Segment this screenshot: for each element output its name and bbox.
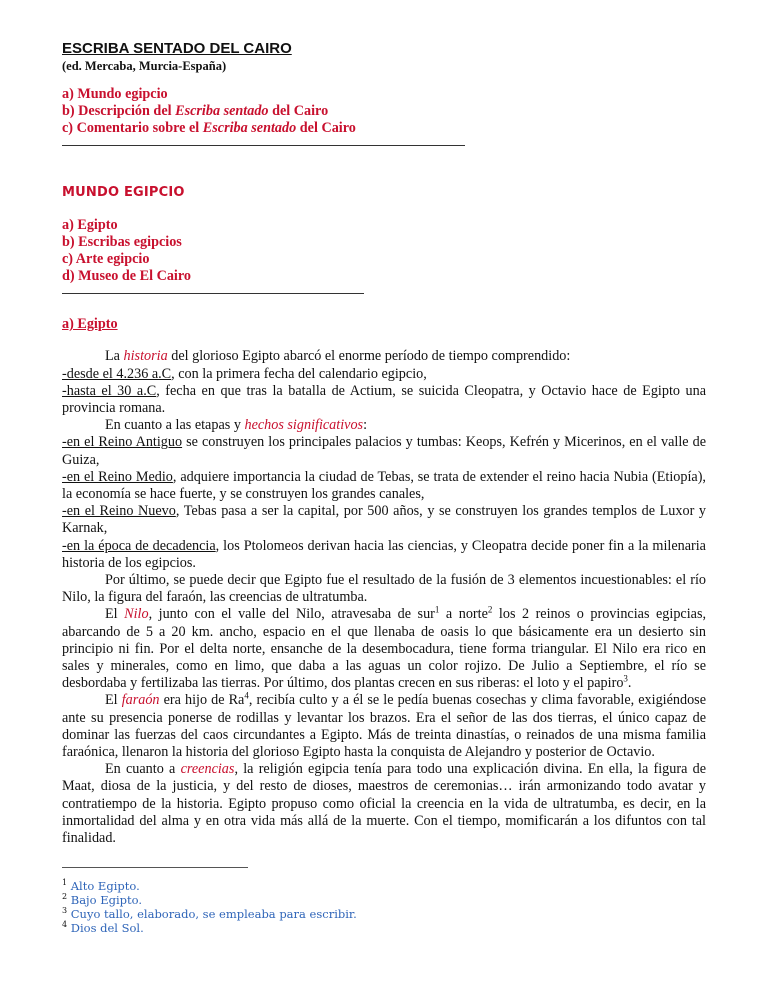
body-text	[62, 348, 706, 847]
section-item: a) Egipto	[62, 217, 118, 234]
paragraph: El faraón era hijo de Ra$^4$, recibía culto y a él se le pedía buenas cosechas y clima favorable, exigiéndose ante su presencia ponerse de rodillas y levantar los brazos. Era el señor de las dos tierras, el único capaz de dominar las fuerzas del caos circundantes a Egipto. Más de treinta dinastías, o reinados de una misma familia faraónica, llenaron la historia del glorioso Egipto hasta la conquista de Alejandro y posterior de Octavio.	[62, 690, 707, 761]
toc-c-text: c) Comentario sobre el	[62, 120, 203, 136]
section-heading: MUNDO EGIPCIO	[62, 185, 185, 200]
list-line: -en el Reino Nuevo, Tebas pasa a ser la capital, por 500 años, y se construyen los grandes templos de Luxor y Karnak,	[62, 503, 706, 537]
footnote: $^1$ Alto Egipto.	[62, 878, 140, 893]
footnote: $^2$ Bajo Egipto.	[62, 892, 142, 907]
footnote: $^4$ Dios del Sol.	[62, 920, 144, 935]
footnote-ref: 3	[623, 673, 628, 684]
section-item: b) Escribas egipcios	[62, 234, 182, 251]
toc-c-italic: Escriba sentado	[202, 120, 297, 136]
footnote-ref: 2	[487, 604, 493, 615]
toc-item-b	[62, 103, 706, 120]
toc-b-italic: Escriba sentado	[175, 103, 269, 119]
divider-line	[62, 145, 465, 146]
footnote-separator	[62, 867, 248, 868]
toc-item-a: a) Mundo egipcio	[62, 86, 168, 102]
paragraph: En cuanto a las etapas y hechos significativos:	[105, 417, 368, 434]
paragraph: Por último, se puede decir que Egipto fue el resultado de la fusión de 3 elementos incuestionables: el río Nilo, la figura del faraón, las creencias de ultratumba.	[62, 572, 706, 606]
divider-line	[62, 293, 364, 294]
paragraph: La historia del glorioso Egipto abarcó el enorme período de tiempo comprendido:	[105, 348, 571, 365]
section-item: d) Museo de El Cairo	[62, 268, 192, 285]
footnotes	[62, 867, 462, 935]
edition-note: (ed. Mercaba, Murcia-España)	[62, 59, 227, 73]
paragraph: En cuanto a creencias, la religión egipcia tenía para todo una explicación divina. En ella, la figura de Maat, diosa de la justicia, y del resto de dioses, maestros de ceremonias… irán armonizando todo avatar y contratiempo de la historia. Egipto propuso como oficial la creencia en la vida de ultratumba, es decir, en la inmortalidad del alma y en otra vida más allá de la muerte. Con el tiempo, momificarán a los difuntos con tal finalidad.	[62, 761, 706, 847]
section-contents	[62, 217, 706, 285]
list-line: -desde el 4.236 a.C, con la primera fecha del calendario egipcio,	[62, 365, 427, 382]
footnote-ref: 1	[434, 604, 440, 615]
toc-b-tail: del Cairo	[268, 103, 329, 119]
list-line: -hasta el 30 a.C, fecha en que tras la batalla de Actium, se suicida Cleopatra, y Octavio hace de Egipto una provincia romana.	[62, 382, 706, 417]
list-line: -en la época de decadencia, los Ptolomeos derivan hacia las ciencias, y Cleopatra decide poner fin a la milenaria historia de los egipcios.	[62, 537, 706, 571]
toc-b-text: b) Descripción del	[62, 103, 176, 119]
toc-item-c	[62, 120, 706, 137]
footnote-ref: 4	[244, 690, 249, 701]
paragraph: El Nilo, junto con el valle del Nilo, atravesaba de sur$^1$ a norte$^2$ los 2 reinos o provincias egipcias, abarcando de 5 a 20 km. ancho, espacio en el que llenaba de oasis lo que básicamente era un desierto sin principio ni fin. Por el delta norte, ensanche de la desembocadura, tiene forma triangular. El Nilo era rico en sales y minerales, como en limo, que daba a las aguas un color rojizo. De Julio a Septiembre, el río se desbordaba y fertilizaba las tierras. Por último, dos plantas crecen en sus riberas: el loto y el papiro$^3$.	[62, 604, 707, 692]
toc-c-tail: del Cairo	[296, 120, 356, 136]
document-page	[62, 40, 706, 847]
footnote: $^3$ Cuyo tallo, elaborado, se empleaba para escribir.	[62, 906, 357, 921]
document-title: ESCRIBA SENTADO DEL CAIRO	[62, 40, 292, 57]
section-item: c) Arte egipcio	[62, 251, 150, 268]
list-line: -en el Reino Medio, adquiere importancia la ciudad de Tebas, se trata de extender el reino hacia Nubia (Etiopía), la economía se hace fuerte, y se construyen los grandes canales,	[62, 468, 706, 503]
main-table-of-contents	[62, 86, 706, 137]
list-line: -en el Reino Antiguo se construyen los principales palacios y tumbas: Keops, Kefrén y Micerinos, en el valle de Guiza,	[62, 434, 707, 468]
subsection-heading: a) Egipto	[62, 316, 118, 333]
